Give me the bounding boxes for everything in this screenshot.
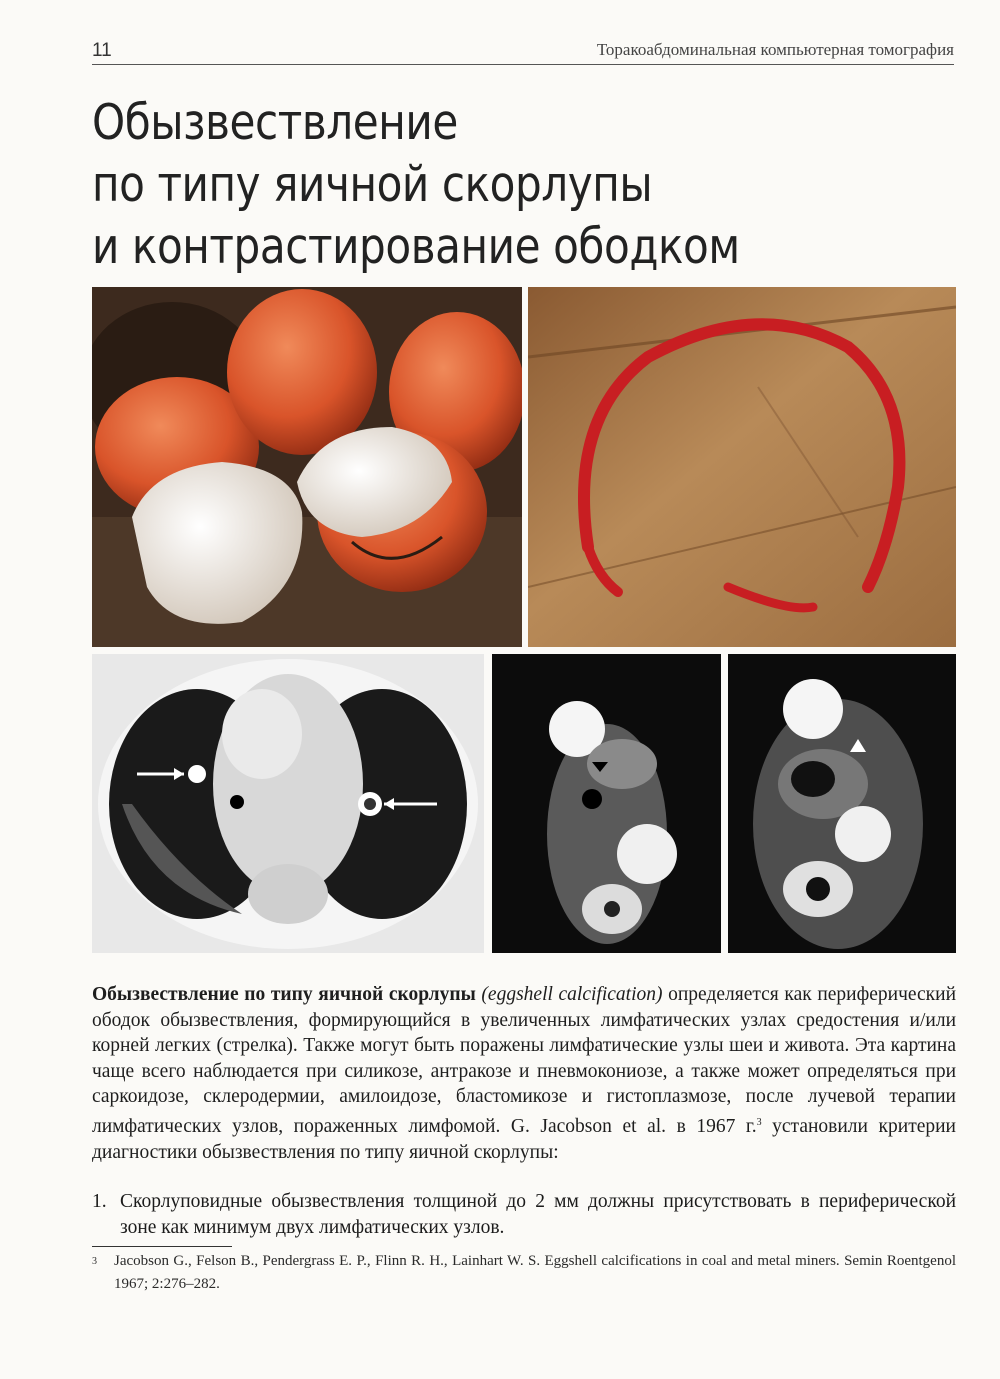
title-line-3: и контрастирование ободком — [92, 218, 740, 275]
list-number: 1. — [92, 1191, 107, 1212]
page-number: 11 — [92, 40, 112, 61]
footnote-mark: 3 — [92, 1256, 97, 1267]
ct-scan-mediastinal-2 — [728, 654, 956, 953]
ct-scan-mediastinal-1 — [492, 654, 721, 953]
title-line-2: по типу яичной скорлупы — [92, 156, 653, 213]
title-line-1: Обызвествление — [92, 94, 458, 151]
body-text-part-1: определяется как периферический ободок обызвествления, формирующийся в увеличенных лимфатических узлах средостения и/или корней легких (стрелка). Также могут быть поражены лимфатические узлы шеи и живота. Эта картина чаще всего наблюдается при силикозе, антракозе и пневмокониозе, а также может определяться при саркоидозе, склеродермии, амилоидозе, бластомикозе и гистоплазмозе, после лучевой терапии лимфатических узлов, пораженных лимфомой. G. Jacobson et al. в 1967 г. — [92, 984, 957, 1137]
headband-photo — [528, 287, 956, 647]
footnote-divider — [92, 1246, 232, 1247]
footnote-text: Jacobson G., Felson B., Pendergrass E. P., Flinn R. H., Lainhart W. S. Eggshell calcifications in coal and metal miners. Semin Roentgenol 1967; 2:276–282. — [114, 1253, 956, 1292]
body-paragraph — [92, 982, 956, 1165]
list-item — [92, 1189, 956, 1240]
body-text-part-2: установили критерии диагностики обызвествления по типу яичной скорлупы: — [92, 1115, 956, 1163]
section-title — [92, 92, 832, 278]
list-item-text: Скорлуповидные обызвествления толщиной до 2 мм должны присутствовать в периферической зоне как минимум двух лимфатических узлов. — [120, 1191, 956, 1238]
term-italic: (eggshell calcification) — [481, 984, 663, 1005]
ct-scan-lung-window — [92, 654, 484, 953]
footnote-ref[interactable]: 3 — [756, 1116, 762, 1128]
eggs-photo — [92, 287, 522, 647]
term-bold: Обызвествление по типу яичной скорлупы — [92, 984, 476, 1005]
page-header — [92, 38, 954, 65]
footnote — [92, 1250, 956, 1296]
running-head: Торакоабдоминальная компьютерная томография — [596, 40, 954, 59]
